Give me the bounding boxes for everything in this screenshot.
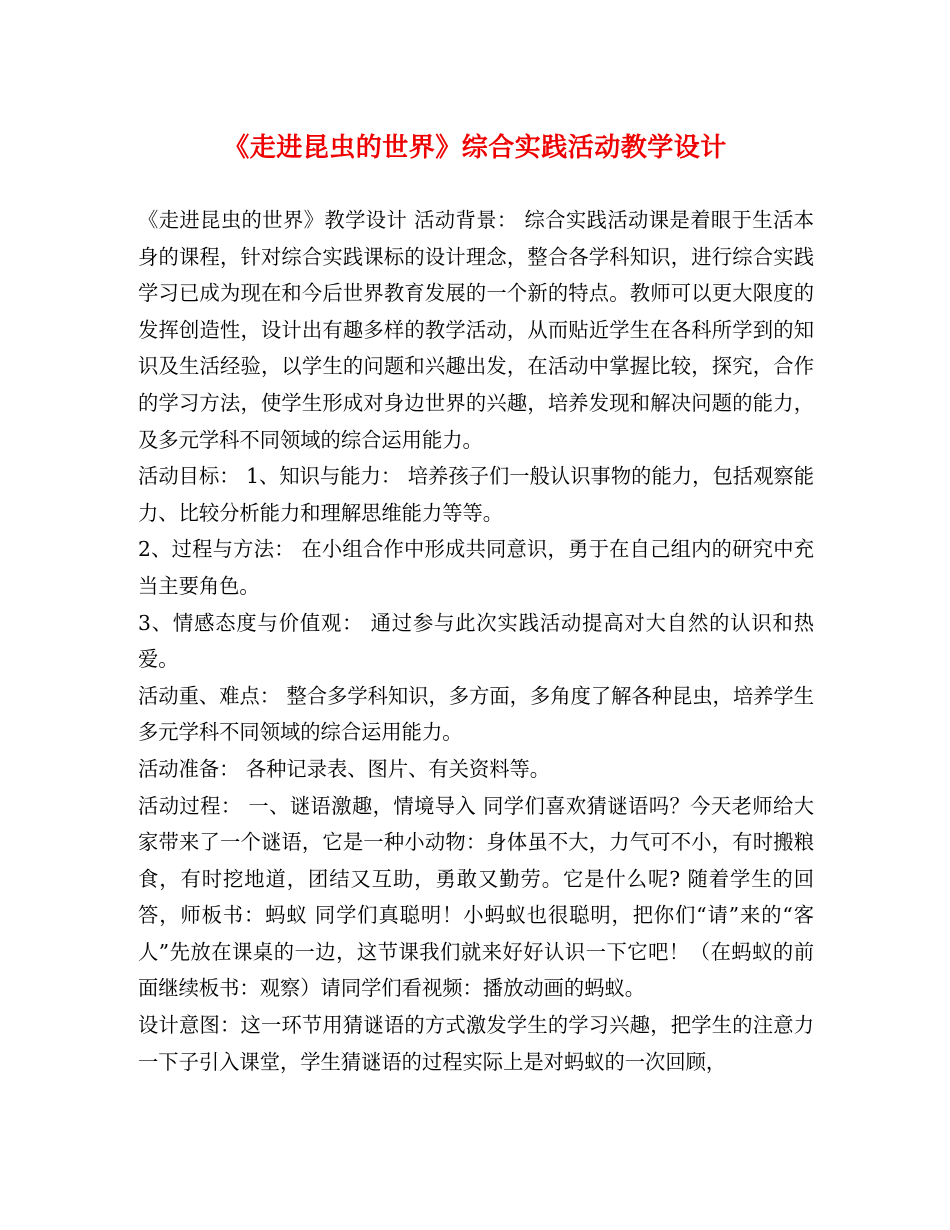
document-title: 《走进昆虫的世界》综合实践活动教学设计 — [223, 133, 727, 163]
paragraph-process: 活动过程： 一、谜语激趣，情境导入 同学们喜欢猜谜语吗？今天老师给大家带来了一个谜语，它是一种小动物：身体虽不大，力气可不小，有时搬粮食，有时挖地道，团结又互助，勇敢又勤劳。它是什么呢? 随着学生的回答，师板书：蚂蚁 同学们真聪明！小蚂蚁也很聪明，把你们“请”来的“客人”先放在课桌的一边，这节课我们就来好好认识一下它吧！（在蚂蚁的前面继续板书：观察）请同学们看视频：播放动画的蚂蚁。 — [138, 793, 814, 1001]
paragraph-design-intent: 设计意图：这一环节用猜谜语的方式激发学生的学习兴趣，把学生的注意力一下子引入课堂，学生猜谜语的过程实际上是对蚂蚁的一次回顾， — [138, 1013, 814, 1074]
paragraph-goal-knowledge: 活动目标： 1、知识与能力： 培养孩子们一般认识事物的能力，包括观察能力、比较分析能力和理解思维能力等等。 — [138, 464, 814, 525]
paragraph-goal-attitude: 3、情感态度与价值观： 通过参与此次实践活动提高对大自然的认识和热爱。 — [138, 610, 814, 672]
document-body — [138, 202, 814, 1080]
paragraph-key-points: 活动重、难点： 整合多学科知识，多方面，多角度了解各种昆虫，培养学生多元学科不同领域的综合运用能力。 — [138, 683, 814, 745]
paragraph-preparation: 活动准备： 各种记录表、图片、有关资料等。 — [138, 756, 551, 781]
paragraph-background: 《走进昆虫的世界》教学设计 活动背景： 综合实践活动课是着眼于生活本身的课程，针对综合实践课标的设计理念，整合各学科知识，进行综合实践学习已成为现在和今后世界教育发展的一个新的特点。教师可以更大限度的发挥创造性，设计出有趣多样的教学活动，从而贴近学生在各科所学到的知识及生活经验，以学生的问题和兴趣出发，在活动中掌握比较，探究，合作的学习方法，使学生形成对身边世界的兴趣，培养发现和解决问题的能力，及多元学科不同领域的综合运用能力。 — [138, 208, 814, 452]
paragraph-goal-process: 2、过程与方法： 在小组合作中形成共同意识，勇于在自己组内的研究中充当主要角色。 — [138, 537, 814, 598]
